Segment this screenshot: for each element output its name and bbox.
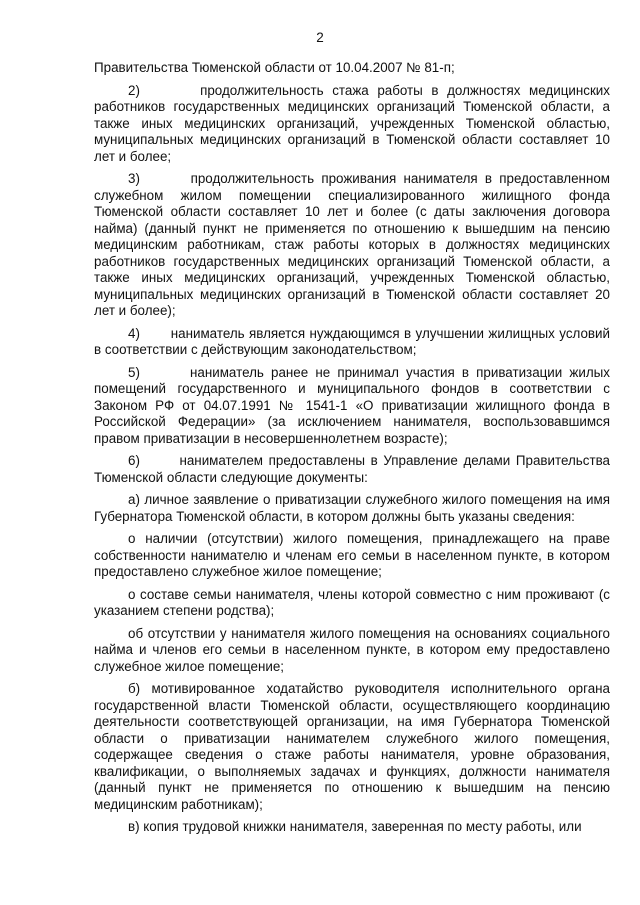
paragraph-info-family: о составе семьи нанимателя, члены которой совместно с ним проживают (с указанием степени родства); <box>94 586 610 618</box>
paragraph-info-social: об отсутствии у нанимателя жилого помещения на основаниях социального найма и членов его семьи в населенном пункте, в котором ему предоставлено служебное жилое помещение; <box>94 625 610 674</box>
paragraph-item-4: 4) наниматель является нуждающимся в улучшении жилищных условий в соответствии с действующим законодательством; <box>94 325 610 357</box>
document-body <box>94 60 610 842</box>
paragraph-item-3: 3) продолжительность проживания нанимателя в предоставленном служебном жилом помещении специализированного жилищного фонда Тюменской области составляет 10 лет и более (с даты заключения договора найма) (данный пункт не применяется по отношению к вышедшим на пенсию медицинским работникам, стаж работы которых в должностях медицинских работников государственных медицинских организаций Тюменской области, а также иных медицинских организаций, учрежденных Тюменской областью, муниципальных медицинских организаций в Тюменской области составляет 20 лет и более); <box>94 171 610 318</box>
paragraph-subitem-b: б) мотивированное ходатайство руководителя исполнительного органа государственной власти Тюменской области, осуществляющего координацию деятельности соответствующей организации, на имя Губернатора Тюменской области о приватизации нанимателем служебного жилого помещения, содержащее сведения о стаже работы нанимателя, уровне образования, квалификации, о выполняемых задачах и функциях, должности нанимателя (данный пункт не применяется по отношению к вышедшим на пенсию медицинским работникам); <box>94 681 610 812</box>
paragraph-subitem-a: а) личное заявление о приватизации служебного жилого помещения на имя Губернатора Тюменской области, в котором должны быть указаны сведения: <box>94 492 610 524</box>
paragraph-continuation: Правительства Тюменской области от 10.04.2007 № 81-п; <box>94 60 455 75</box>
paragraph-info-housing: о наличии (отсутствии) жилого помещения, принадлежащего на праве собственности нанимателю и членам его семьи в населенном пункте, в котором предоставлено служебное жилое помещение; <box>94 531 610 579</box>
paragraph-item-2: 2) продолжительность стажа работы в должностях медицинских работников государственных медицинских организаций Тюменской области, а также иных медицинских организаций, учрежденных Тюменской областью, муниципальных медицинских организаций в Тюменской области составляет 10 лет и более; <box>94 82 610 164</box>
paragraph-item-6: 6) нанимателем предоставлены в Управление делами Правительства Тюменской области следующие документы: <box>94 453 610 485</box>
page-number: 2 <box>316 30 324 45</box>
paragraph-subitem-v: в) копия трудовой книжки нанимателя, заверенная по месту работы, или <box>128 819 582 834</box>
paragraph-item-5: 5) наниматель ранее не принимал участия в приватизации жилых помещений государственного и муниципального фондов в соответствии с Законом РФ от 04.07.1991 № 1541-1 «О приватизации жилищного фонда в Российской Федерации» (за исключением нанимателя, воспользовавшимся правом приватизации в несовершеннолетнем возрасте); <box>94 364 610 446</box>
